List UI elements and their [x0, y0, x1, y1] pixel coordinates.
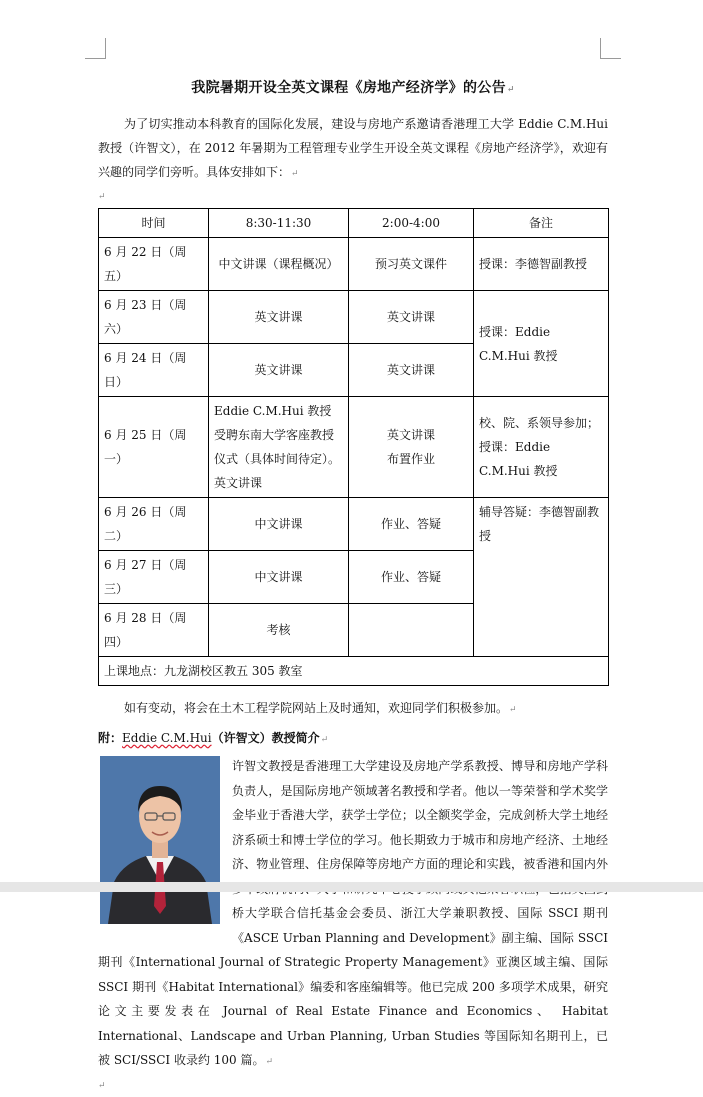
page-corner-mark: [85, 38, 106, 59]
morning-cell: 中文讲课: [209, 551, 349, 604]
header-afternoon: 2:00-4:00: [349, 209, 474, 238]
morning-cell: Eddie C.M.Hui 教授受聘东南大学客座教授仪式（具体时间待定）。英文讲课: [209, 397, 349, 498]
header-morning: 8:30-11:30: [209, 209, 349, 238]
attachment-heading: [98, 726, 608, 752]
morning-cell: 考核: [209, 604, 349, 657]
afternoon-cell: 英文讲课: [349, 344, 474, 397]
document-page: [98, 76, 608, 1097]
remarks-cell: 授课：李德智副教授: [474, 238, 609, 291]
afternoon-line: 英文讲课: [386, 428, 435, 442]
afternoon-cell: 英文讲课: [349, 291, 474, 344]
date-cell: 6 月 23 日（周六）: [99, 291, 209, 344]
bio-section: [98, 754, 608, 1075]
header-remarks: 备注: [474, 209, 609, 238]
afternoon-cell: 预习英文课件: [349, 238, 474, 291]
afternoon-cell: 作业、答疑: [349, 498, 474, 551]
morning-cell: 英文讲课: [209, 344, 349, 397]
location-cell: 上课地点：九龙湖校区教五 305 教室: [99, 657, 609, 686]
morning-cell: 中文讲课: [209, 498, 349, 551]
page-corner-mark: [600, 38, 621, 59]
schedule-table: [98, 208, 609, 686]
paragraph-mark-icon: ↵: [265, 1057, 274, 1067]
header-time: 时间: [99, 209, 209, 238]
table-row: [99, 498, 609, 551]
date-cell: 6 月 27 日（周三）: [99, 551, 209, 604]
afternoon-line: 布置作业: [386, 452, 435, 466]
date-cell: 6 月 24 日（周日）: [99, 344, 209, 397]
document-title: 我院暑期开设全英文课程《房地产经济学》的公告↵: [191, 80, 515, 96]
professor-name: Eddie C.M.Hui: [122, 731, 212, 745]
paragraph-mark-icon: ↵: [291, 169, 299, 179]
table-row: [99, 238, 609, 291]
paragraph-mark-icon: ↵: [509, 705, 517, 715]
portrait-image: [100, 756, 220, 924]
afternoon-cell: [349, 397, 474, 498]
date-cell: 6 月 26 日（周二）: [99, 498, 209, 551]
table-row: [99, 657, 609, 686]
professor-photo: [100, 756, 220, 924]
paragraph-mark-icon: ↵: [320, 735, 329, 745]
afternoon-cell: [349, 604, 474, 657]
table-row: [99, 397, 609, 498]
remarks-cell: 辅导答疑：李德智副教授: [474, 498, 609, 657]
intro-paragraph: 为了切实推动本科教育的国际化发展，建设与房地产系邀请香港理工大学 Eddie C.M.Hui 教授（许智文），在 2012 年暑期为工程管理专业学生开设全英文课程《房地产经济学》，欢迎有兴趣的同学们旁听。具体安排如下：↵: [98, 117, 608, 179]
attachment-title: （许智文）教授简介: [211, 731, 320, 745]
date-cell: 6 月 25 日（周一）: [99, 397, 209, 498]
paragraph-mark-icon: ↵: [506, 85, 515, 95]
table-row: [99, 291, 609, 344]
remarks-cell: 授课：Eddie C.M.Hui 教授: [474, 291, 609, 397]
morning-cell: 英文讲课: [209, 291, 349, 344]
morning-cell: 中文讲课（课程概况）: [209, 238, 349, 291]
date-cell: 6 月 28 日（周四）: [99, 604, 209, 657]
table-header-row: [99, 209, 609, 238]
afternoon-cell: 作业、答疑: [349, 551, 474, 604]
window-bottom-edge: [0, 882, 703, 892]
notice-paragraph: 如有变动，将会在土木工程学院网站上及时通知，欢迎同学们积极参加。↵: [124, 701, 517, 715]
date-cell: 6 月 22 日（周五）: [99, 238, 209, 291]
bio-paragraph: 许智文教授是香港理工大学建设及房地产学系教授、博导和房地产学科负责人，是国际房地产领域著名教授和学者。他以一等荣誉和学术奖学金毕业于香港大学，获学士学位；以全额奖学金，完成剑桥大学土地经济系硕士和博士学位的学习。他长期致力于城市和房地产经济、土地经济、物业管理、住房保障等房地产方面的理论和实践，被香港和国内外 桥大学联合信托基金会委员、浙江大学兼职教授、国际 SSCI 期刊《ASCE Urban Planning and Development》副主编、国际 SSCI 期刊《International Journal of Strategic Property Management》亚澳区域主编、国际 SSCI 期刊《Habitat International》编委和客座编辑等。他已完成 200 多项学术成果，研究论文主要发表在 Journal of Real Estate Finance and Economics、 Habitat International、Landscape and Urban Planning, Urban Studies 等国际知名期刊上，已被 SCI/SSCI 收录约 100 篇。↵: [98, 759, 608, 1067]
empty-paragraph: ↵: [98, 1080, 106, 1091]
empty-paragraph: ↵: [98, 192, 106, 202]
attachment-prefix: 附：: [98, 731, 123, 745]
remarks-cell: 校、院、系领导参加；授课：Eddie C.M.Hui 教授: [474, 397, 609, 498]
